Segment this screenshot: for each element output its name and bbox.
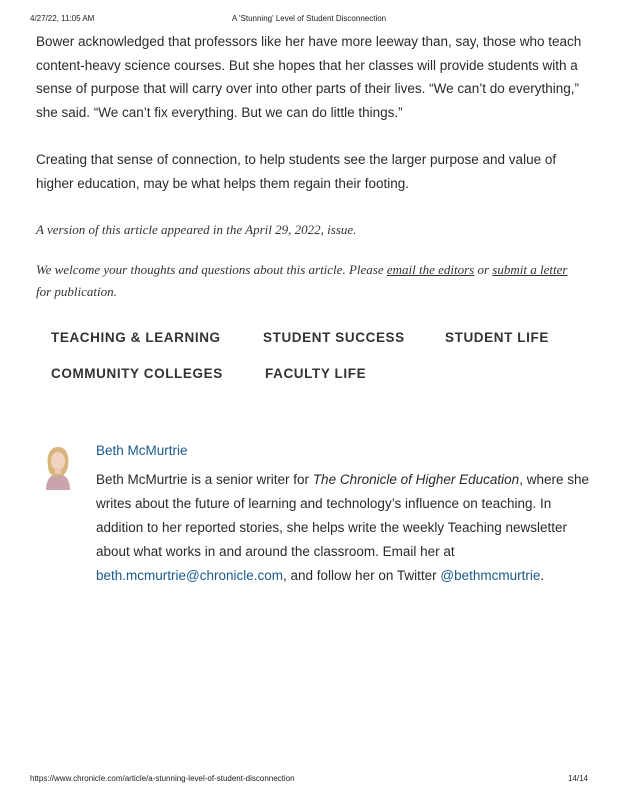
submit-letter-link[interactable]: submit a letter — [492, 262, 568, 277]
issue-note: A version of this article appeared in the April 29, 2022, issue. — [36, 222, 357, 237]
bio-text: . — [540, 568, 545, 583]
tag-teaching-learning[interactable]: TEACHING & LEARNING — [51, 330, 221, 345]
article-paragraph: Bower acknowledged that professors like her have more leeway than, say, those who teach content-heavy science courses. But she hopes that her classes will provide students with a sense of purpose that will carry over into other parts of their lives. “We can’t do everything,” she said. “We can’t fix everything. But we can do little things.” — [36, 34, 582, 120]
print-url: https://www.chronicle.com/article/a-stunning-level-of-student-disconnection — [30, 774, 295, 783]
article-paragraph: Creating that sense of connection, to help students see the larger purpose and value of higher education, may be what helps them regain their footing. — [36, 152, 557, 191]
feedback-text: We welcome your thoughts and questions about this article. Please — [36, 262, 387, 277]
page-number: 14/14 — [567, 774, 588, 783]
author-email-link[interactable]: beth.mcmurtrie@chronicle.com — [96, 568, 284, 583]
feedback-end: for publication. — [36, 284, 117, 299]
author-bio — [96, 468, 592, 588]
publication-name: The Chronicle of Higher Education — [312, 472, 520, 487]
tag-student-success[interactable]: STUDENT SUCCESS — [263, 330, 405, 345]
author-name-link[interactable]: Beth McMurtrie — [96, 443, 188, 458]
email-editors-link[interactable]: email the editors — [386, 262, 475, 277]
feedback-note — [36, 259, 581, 303]
print-title: A 'Stunning' Level of Student Disconnection — [231, 14, 387, 23]
print-date: 4/27/22, 11:05 AM — [30, 14, 95, 23]
author-twitter-link[interactable]: @bethmcmurtrie — [440, 568, 541, 583]
feedback-or: or — [474, 262, 493, 277]
tag-student-life[interactable]: STUDENT LIFE — [445, 330, 549, 345]
print-footer — [0, 774, 618, 786]
tag-faculty-life[interactable]: FACULTY LIFE — [265, 366, 367, 381]
author-photo-icon — [38, 444, 78, 490]
author-avatar[interactable] — [38, 444, 78, 490]
tag-community-colleges[interactable]: COMMUNITY COLLEGES — [51, 366, 223, 381]
bio-text: , where she writes about the future of learning and technology’s influence on teaching. In addition to her reported stories, she helps write the weekly Teaching newsletter about what works in and around the classroom. Email her at — [96, 472, 589, 559]
print-header — [0, 14, 618, 26]
bio-text: , and follow her on Twitter — [283, 568, 441, 583]
bio-text: Beth McMurtrie is a senior writer for — [96, 472, 313, 487]
